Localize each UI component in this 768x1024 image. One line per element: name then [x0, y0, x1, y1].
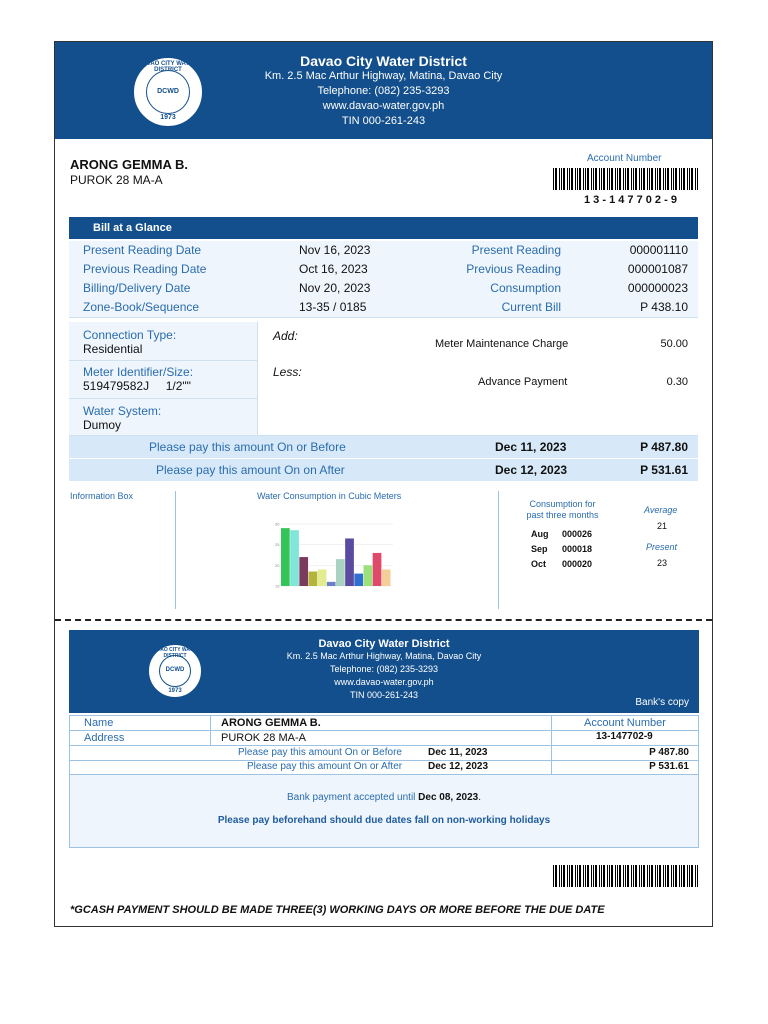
glance-value: 000000023 [627, 281, 688, 295]
meter-id-value: 519479582J 1/2"" [83, 379, 191, 393]
average-label: Average [644, 505, 678, 515]
glance-date: Oct 16, 2023 [299, 262, 368, 276]
bill-at-a-glance-header: Bill at a Glance [69, 217, 698, 239]
info-divider [175, 491, 176, 609]
chart-bar [318, 569, 327, 586]
month-row: Aug 000026 [531, 529, 593, 539]
stub-after-amount: P 531.61 [649, 761, 689, 772]
stub-notes-panel [69, 775, 699, 848]
glance-label2: Present Reading [471, 243, 561, 257]
glance-value: 000001087 [627, 262, 688, 276]
past-months-label: Consumption for past three months [526, 499, 599, 520]
chart-bar [281, 528, 290, 586]
chart-bar [364, 565, 373, 586]
info-divider [498, 491, 499, 609]
chart-bar [345, 538, 354, 586]
gcash-footer-note: *GCASH PAYMENT SHOULD BE MADE THREE(3) WORKING DAYS OR MORE BEFORE THE DUE DATE [70, 904, 605, 916]
org-website: www.davao-water.gov.ph [322, 100, 445, 112]
account-barcode [553, 168, 698, 190]
consumption-chart [267, 520, 397, 594]
chart-tick-label: 15 [275, 583, 280, 589]
pay-after-bar [69, 459, 698, 481]
org-tin: TIN 000-261-243 [341, 115, 426, 127]
connection-type-value: Residential [83, 342, 143, 356]
add-amount: 50.00 [660, 338, 688, 350]
pay-before-label: Please pay this amount On or Before [149, 440, 346, 454]
stub-tin: TIN 000-261-243 [349, 690, 419, 700]
connection-type-label: Connection Type: [83, 328, 177, 342]
glance-value: P 438.10 [640, 300, 688, 314]
pay-before-amount: P 487.80 [640, 440, 688, 454]
less-label: Less: [273, 365, 302, 379]
average-value: 21 [657, 521, 668, 531]
glance-label: Zone-Book/Sequence [83, 300, 200, 314]
customer-address: PUROK 28 MA-A [70, 173, 163, 187]
bank-until-date: Dec 08, 2023 [418, 792, 479, 803]
bank-until-label: Bank payment accepted until [286, 792, 416, 803]
pay-after-amount: P 531.61 [640, 463, 688, 477]
glance-date: 13-35 / 0185 [299, 300, 367, 314]
glance-label2: Current Bill [501, 300, 561, 314]
pay-before-bar [69, 436, 698, 458]
org-address: Km. 2.5 Mac Arthur Highway, Matina, Davao City [264, 70, 503, 82]
past-months-list [531, 527, 592, 572]
present-value: 23 [657, 558, 668, 568]
pay-before-date: Dec 11, 2023 [495, 440, 567, 454]
banks-copy-label: Bank's copy [635, 697, 689, 708]
stub-telephone: Telephone: (082) 235-3293 [329, 664, 439, 674]
glance-row [69, 279, 698, 299]
account-number-label: Account Number [587, 153, 662, 164]
add-label: Add: [273, 329, 298, 343]
month-row: Sep 000018 [531, 544, 593, 554]
chart-tick-label: 20 [275, 562, 280, 568]
glance-date: Nov 20, 2023 [299, 281, 371, 295]
chart-tick-label: 30 [275, 521, 280, 527]
customer-name: ARONG GEMMA B. [70, 157, 188, 172]
stub-before-label: Please pay this amount On or Before [238, 747, 402, 758]
stub-website: www.davao-water.gov.ph [334, 677, 434, 687]
water-bill-page [54, 41, 713, 927]
stub-before-amount: P 487.80 [649, 747, 689, 758]
stub-address-value: PUROK 28 MA-A [221, 732, 306, 744]
chart-bar [373, 553, 382, 586]
stub-name-label: Name [84, 717, 114, 729]
stub-address-label: Address [84, 732, 125, 744]
account-details-panel [69, 322, 698, 436]
stub-name-value: ARONG GEMMA B. [221, 717, 321, 729]
dcwd-seal-logo: DAVAO CITY WATER DISTRICT DCWD 1973 [147, 643, 203, 699]
glance-value: 000001110 [629, 243, 688, 257]
chart-title: Water Consumption in Cubic Meters [257, 491, 402, 501]
present-label: Present [646, 542, 678, 552]
chart-bar [299, 557, 308, 586]
glance-label2: Consumption [490, 281, 561, 295]
stub-after-label: Please pay this amount On or After [247, 761, 403, 772]
meter-id-label: Meter Identifier/Size: [83, 365, 194, 379]
org-name: Davao City Water District [300, 53, 467, 69]
glance-row [69, 260, 698, 280]
chart-bar [354, 574, 363, 586]
add-item: Meter Maintenance Charge [435, 338, 569, 350]
stub-table [69, 715, 699, 775]
stub-address: Km. 2.5 Mac Arthur Highway, Matina, Davao City [286, 651, 482, 661]
glance-label: Billing/Delivery Date [83, 281, 191, 295]
glance-label: Present Reading Date [83, 243, 202, 257]
less-amount: 0.30 [666, 376, 688, 388]
chart-bar [327, 582, 336, 586]
chart-bar [309, 572, 318, 586]
glance-label2: Previous Reading [466, 262, 561, 276]
stub-org-name: Davao City Water District [318, 638, 450, 650]
less-item: Advance Payment [478, 376, 568, 388]
water-system-label: Water System: [83, 404, 162, 418]
chart-bar [382, 569, 391, 586]
glance-row [69, 298, 698, 318]
glance-label: Previous Reading Date [83, 262, 207, 276]
holiday-note: Please pay beforehand should due dates fall on non-working holidays [217, 815, 551, 826]
glance-row [69, 241, 698, 261]
stub-after-date: Dec 12, 2023 [428, 761, 489, 772]
dcwd-seal-logo: DAVAO CITY WATER DISTRICT DCWD 1973 [132, 56, 204, 128]
chart-bar [290, 530, 299, 586]
stub-before-date: Dec 11, 2023 [428, 747, 488, 758]
water-system-value: Dumoy [83, 418, 122, 432]
information-box-label: Information Box [70, 491, 134, 501]
bank-until-line: Bank payment accepted until Dec 08, 2023. [286, 792, 482, 803]
org-telephone: Telephone: (082) 235-3293 [317, 85, 450, 97]
chart-bar [336, 559, 345, 586]
stub-account-label: Account Number [584, 717, 666, 729]
stub-account-value: 13-147702-9 [596, 731, 653, 742]
glance-date: Nov 16, 2023 [299, 243, 371, 257]
month-row: Oct 000020 [531, 559, 593, 569]
stub-barcode [553, 865, 698, 887]
cut-line [55, 619, 712, 621]
pay-after-date: Dec 12, 2023 [495, 463, 568, 477]
chart-tick-label: 25 [275, 542, 280, 548]
account-number: 1 3 - 1 4 7 7 0 2 - 9 [584, 194, 677, 206]
pay-after-label: Please pay this amount On on After [156, 463, 345, 477]
